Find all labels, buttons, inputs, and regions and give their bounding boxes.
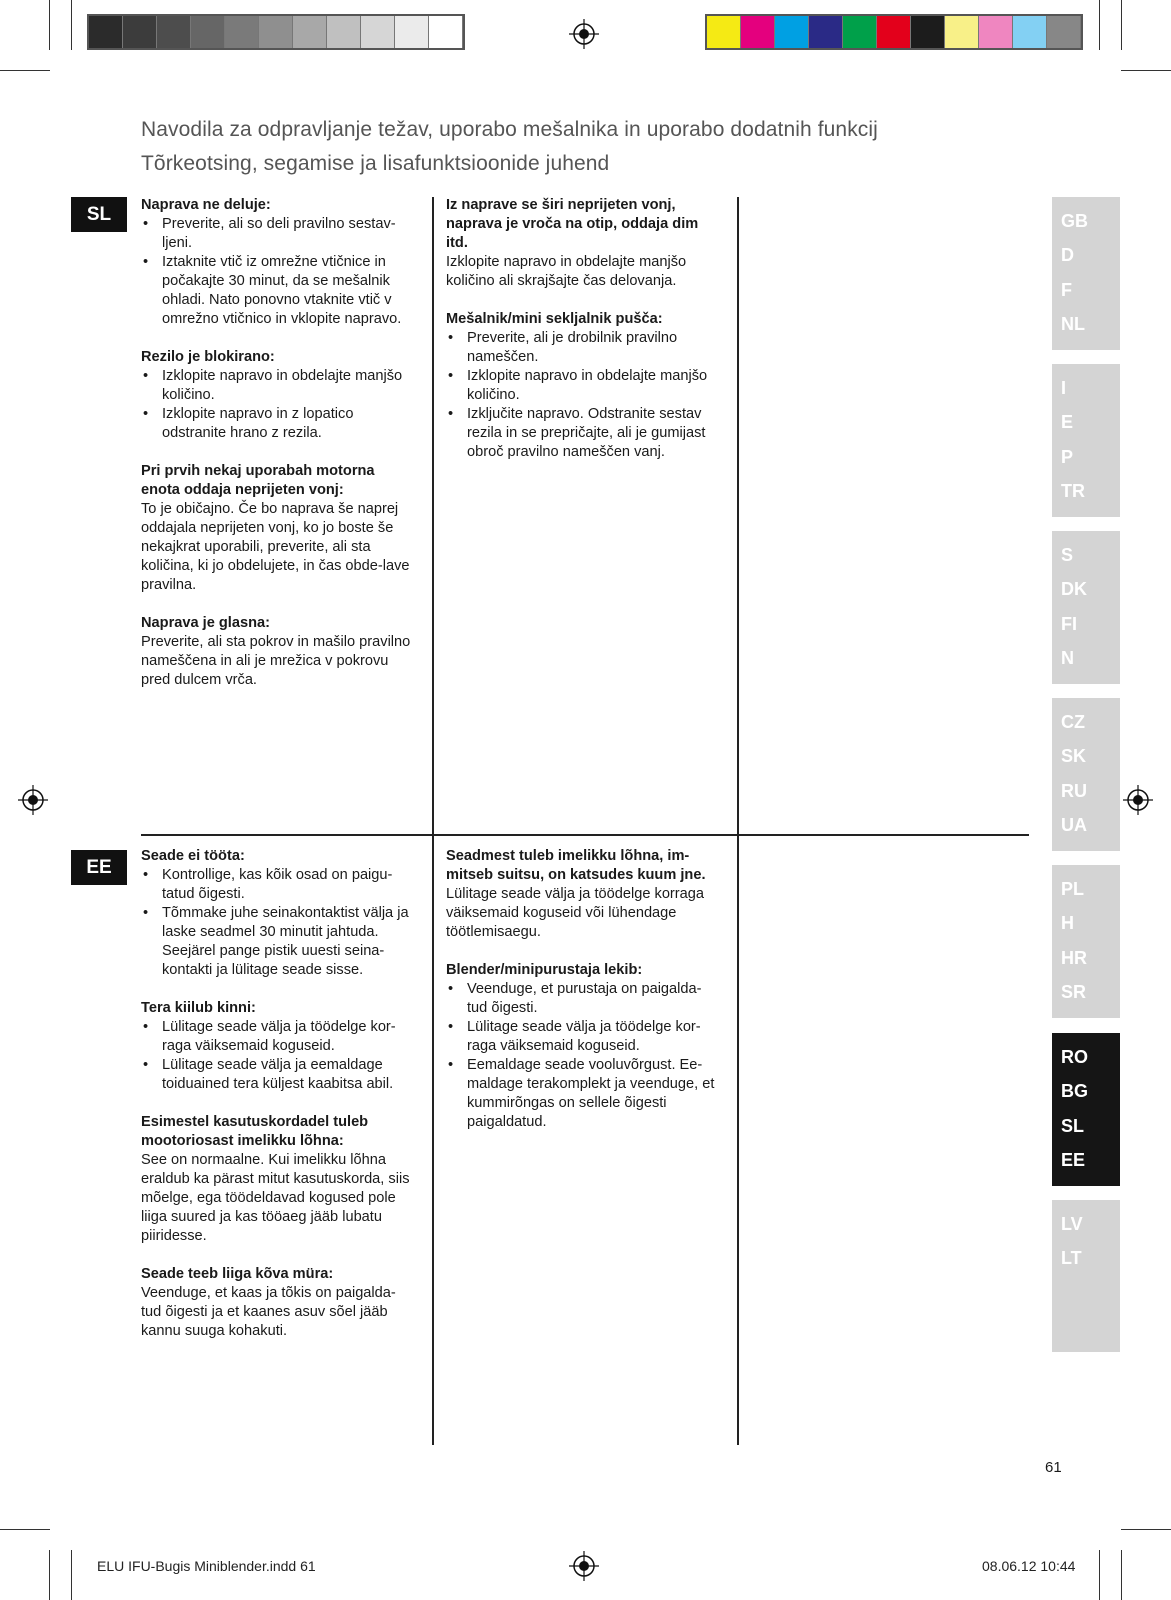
title-slovenian: Navodila za odpravljanje težav, uporabo mešalnika in uporabo dodatnih funkcij xyxy=(141,118,878,141)
crop-mark xyxy=(1121,0,1122,50)
section-text: To je običajno. Če bo naprava še naprej oddajala neprijeten vonj, ko jo boste še nekajkrat uporabili, preverite, ali sta količina, ki jo obdelujete, in čas obde-lave pravilna. xyxy=(141,501,410,593)
troubleshooting-section xyxy=(446,961,718,1132)
crop-mark xyxy=(49,0,50,50)
language-code: E xyxy=(1061,412,1074,433)
registration-mark-icon xyxy=(569,19,599,49)
section-heading: Seade ei tööta: xyxy=(141,848,245,864)
grayscale-color-bar xyxy=(87,14,465,50)
color-swatch xyxy=(157,16,191,48)
language-code: F xyxy=(1061,279,1072,300)
color-swatch xyxy=(979,16,1013,48)
language-code: PL xyxy=(1061,879,1085,899)
crop-mark xyxy=(71,1550,72,1600)
language-code: I xyxy=(1061,378,1067,398)
section-divider xyxy=(141,834,1029,836)
language-code: DK xyxy=(1061,579,1087,600)
section-heading: Mešalnik/mini sekljalnik pušča: xyxy=(446,311,663,327)
crop-mark xyxy=(1121,70,1171,71)
color-swatch xyxy=(225,16,259,48)
list-item: • Veenduge, et purustaja on paigalda-tud õigesti. xyxy=(446,980,718,1018)
color-swatch xyxy=(361,16,395,48)
language-tab-group xyxy=(1052,698,1120,851)
bullet-list xyxy=(141,367,413,443)
color-swatch xyxy=(259,16,293,48)
troubleshooting-section xyxy=(141,999,413,1094)
color-swatch xyxy=(809,16,843,48)
bullet-list xyxy=(141,866,413,980)
color-swatch xyxy=(741,16,775,48)
language-code: BG xyxy=(1061,1081,1088,1102)
list-item: • Eemaldage seade vooluvõrgust. Ee-maldage terakomplekt ja veenduge, et kummirõngas on sellele õigesti paigaldatud. xyxy=(446,1056,718,1132)
language-code: GB xyxy=(1061,211,1088,231)
language-tab-group xyxy=(1052,865,1120,1018)
crop-mark xyxy=(1099,0,1100,50)
language-code: RU xyxy=(1061,780,1087,801)
language-code: LV xyxy=(1061,1214,1083,1234)
language-code: N xyxy=(1061,647,1074,668)
language-code: TR xyxy=(1061,480,1085,501)
list-item: • Izklopite napravo in obdelajte manjšo količino. xyxy=(446,367,718,405)
language-tab-group xyxy=(1052,1033,1120,1186)
language-tab-group xyxy=(1052,531,1120,684)
color-swatch xyxy=(707,16,741,48)
language-code: FI xyxy=(1061,613,1077,634)
sl-column-2 xyxy=(446,196,718,481)
section-text: Veenduge, et kaas ja tõkis on paigalda-tud õigesti ja et kaanes asuv sõel jääb kannu suuga kohakuti. xyxy=(141,1285,396,1339)
language-tag-ee: EE xyxy=(71,850,127,885)
language-code: HR xyxy=(1061,947,1087,968)
color-swatch xyxy=(293,16,327,48)
language-code: S xyxy=(1061,545,1074,565)
section-text: Preverite, ali sta pokrov in mašilo pravilno nameščena in ali je mrežica v pokrovu pred dulcem vrča. xyxy=(141,634,411,688)
process-color-bar xyxy=(705,14,1083,50)
list-item: • Iztaknite vtič iz omrežne vtičnice in počakajte 30 minut, da se mešalnik ohladi. Nato ponovno vtaknite vtič v omrežno vtičnico in vklopite napravo. xyxy=(141,253,413,329)
section-text: See on normaalne. Kui imelikku lõhna eraldub ka pärast mitut kasutuskorda, siis mõelge, ega töödeldavad kogused pole liiga suured ja kas tööaeg jääb lubatu piiridesse. xyxy=(141,1152,410,1244)
registration-mark-icon xyxy=(569,1551,599,1581)
troubleshooting-section xyxy=(446,310,718,462)
list-item: • Izklopite napravo in obdelajte manjšo količino. xyxy=(141,367,413,405)
troubleshooting-section xyxy=(141,196,413,329)
color-swatch xyxy=(775,16,809,48)
section-heading: Seadmest tuleb imelikku lõhna, im-mitseb suitsu, on katsudes kuum jne. xyxy=(446,848,706,883)
list-item: • Kontrollige, kas kõik osad on paigu-tatud õigesti. xyxy=(141,866,413,904)
list-item: • Tõmmake juhe seinakontaktist välja ja laske seadmel 30 minutit jahtuda. Seejärel pange pistik uuesti seina-kontakti ja lülitage seade sisse. xyxy=(141,904,413,980)
language-code: H xyxy=(1061,913,1074,934)
section-heading: Esimestel kasutuskordadel tuleb mootoriosast imelikku lõhna: xyxy=(141,1114,369,1149)
list-item: • Lülitage seade välja ja eemaldage toiduained tera küljest kaabitsa abil. xyxy=(141,1056,413,1094)
language-code: P xyxy=(1061,446,1074,467)
title-estonian: Tõrkeotsing, segamise ja lisafunktsioonide juhend xyxy=(141,152,610,175)
section-heading: Tera kiilub kinni: xyxy=(141,1000,256,1016)
list-item: • Lülitage seade välja ja töödelge kor-raga väiksemaid koguseid. xyxy=(446,1018,718,1056)
registration-mark-icon xyxy=(1123,785,1153,815)
section-heading: Blender/minipurustaja lekib: xyxy=(446,962,643,978)
language-code: SL xyxy=(1061,1115,1085,1136)
sl-column-1 xyxy=(141,196,413,709)
section-text: Izklopite napravo in obdelajte manjšo količino ali skrajšajte čas delovanja. xyxy=(446,254,687,289)
crop-mark xyxy=(0,70,50,71)
section-heading: Naprava ne deluje: xyxy=(141,197,271,213)
column-divider xyxy=(432,197,434,1445)
bullet-list xyxy=(141,215,413,329)
list-item: • Preverite, ali so deli pravilno sestav-ljeni. xyxy=(141,215,413,253)
list-item: • Lülitage seade välja ja töödelge kor-raga väiksemaid koguseid. xyxy=(141,1018,413,1056)
troubleshooting-section xyxy=(446,196,718,291)
color-swatch xyxy=(1047,16,1081,48)
crop-mark xyxy=(71,0,72,50)
color-swatch xyxy=(327,16,361,48)
language-tab-group xyxy=(1052,197,1120,350)
language-code: RO xyxy=(1061,1047,1088,1067)
troubleshooting-section xyxy=(141,614,413,690)
crop-mark xyxy=(1121,1550,1122,1600)
troubleshooting-section xyxy=(141,1113,413,1246)
language-code: EE xyxy=(1061,1149,1086,1170)
troubleshooting-section xyxy=(141,348,413,443)
bullet-list xyxy=(446,329,718,462)
page-number: 61 xyxy=(1045,1459,1062,1476)
language-code: NL xyxy=(1061,313,1085,334)
bullet-list xyxy=(446,980,718,1132)
crop-mark xyxy=(1121,1529,1171,1530)
section-heading: Seade teeb liiga kõva müra: xyxy=(141,1266,334,1282)
language-code: SR xyxy=(1061,981,1087,1002)
language-code: LT xyxy=(1061,1248,1082,1269)
language-tag-sl: SL xyxy=(71,197,127,232)
column-divider xyxy=(737,197,739,1445)
crop-mark xyxy=(0,1529,50,1530)
color-swatch xyxy=(945,16,979,48)
section-heading: Rezilo je blokirano: xyxy=(141,349,275,365)
language-code: D xyxy=(1061,245,1074,266)
crop-mark xyxy=(1099,1550,1100,1600)
language-code: SK xyxy=(1061,746,1087,767)
list-item: • Izklopite napravo in z lopatico odstranite hrano z rezila. xyxy=(141,405,413,443)
color-swatch xyxy=(191,16,225,48)
troubleshooting-section xyxy=(141,1265,413,1341)
footer-file-name: ELU IFU-Bugis Miniblender.indd 61 xyxy=(97,1558,316,1574)
section-heading: Iz naprave se širi neprijeten vonj, naprava je vroča na otip, oddaja dim itd. xyxy=(446,197,699,251)
color-swatch xyxy=(429,16,463,48)
ee-column-1 xyxy=(141,847,413,1360)
troubleshooting-section xyxy=(141,847,413,980)
color-swatch xyxy=(395,16,429,48)
crop-mark xyxy=(49,1550,50,1600)
bullet-list xyxy=(141,1018,413,1094)
section-heading: Pri prvih nekaj uporabah motorna enota oddaja neprijeten vonj: xyxy=(141,463,375,498)
language-tab-group xyxy=(1052,364,1120,517)
color-swatch xyxy=(911,16,945,48)
list-item: • Preverite, ali je drobilnik pravilno nameščen. xyxy=(446,329,718,367)
footer-date: 08.06.12 10:44 xyxy=(982,1558,1076,1574)
color-swatch xyxy=(89,16,123,48)
section-heading: Naprava je glasna: xyxy=(141,615,270,631)
color-swatch xyxy=(1013,16,1047,48)
color-swatch xyxy=(877,16,911,48)
color-swatch xyxy=(843,16,877,48)
list-item: • Izključite napravo. Odstranite sestav rezila in se prepričajte, ali je gumijast obroč pravilno nameščen vanj. xyxy=(446,405,718,462)
language-tab-group xyxy=(1052,1200,1120,1352)
color-swatch xyxy=(123,16,157,48)
troubleshooting-section xyxy=(446,847,718,942)
language-code: UA xyxy=(1061,814,1087,835)
troubleshooting-section xyxy=(141,462,413,595)
section-text: Lülitage seade välja ja töödelge korraga väiksemaid koguseid või lühendage töötlemisaegu. xyxy=(446,886,705,940)
language-code: CZ xyxy=(1061,712,1085,732)
ee-column-2 xyxy=(446,847,718,1151)
registration-mark-icon xyxy=(18,785,48,815)
